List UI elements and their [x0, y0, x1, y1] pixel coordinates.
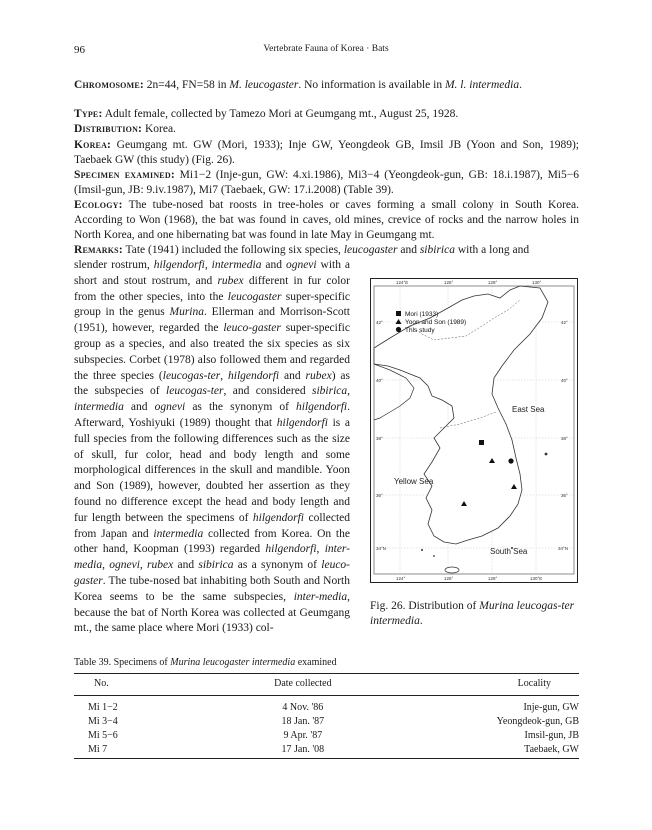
cell-locality: Inje-gun, GW — [523, 701, 579, 713]
south-sea-label: South Sea — [490, 547, 528, 556]
ecology-label: Ecology: — [74, 199, 123, 211]
lat-tick: 34°N — [558, 546, 569, 551]
table-title-text: examined — [295, 657, 337, 668]
island-dot — [433, 555, 435, 557]
remarks-text: collected from Japan and — [74, 511, 350, 540]
species-name: inter-media — [293, 590, 348, 603]
remarks-text: with a long and — [454, 244, 530, 256]
ecology-paragraph — [74, 198, 579, 244]
species-name: leuco-gaster — [74, 559, 351, 587]
remarks-text: . Ellerman and Morrison-Scott (1951), however, regarded the — [74, 306, 351, 335]
remarks-text: and — [123, 401, 155, 414]
distribution-paragraph — [74, 122, 579, 137]
lat-tick: 40° — [561, 378, 568, 383]
remarks-text: , — [347, 385, 350, 398]
remarks-text: and — [279, 369, 306, 382]
species-name: sibirica — [419, 244, 455, 256]
page-number: 96 — [74, 44, 85, 56]
species-name: ognevi — [109, 559, 140, 572]
record-taebaek — [508, 458, 513, 463]
chromosome-label: Chromosome: — [74, 79, 144, 91]
remarks-text: , and considered — [223, 385, 312, 398]
record-mori-1933 — [479, 440, 484, 445]
species-name: hilgendorfi — [276, 416, 328, 429]
lat-tick: 42° — [561, 320, 568, 325]
type-label: Type: — [74, 108, 103, 120]
species-name: intermedia — [211, 259, 262, 271]
lon-tick: 126° — [444, 280, 454, 285]
distribution-map — [370, 278, 578, 583]
ecology-text: The tube-nosed bat roosts in tree-holes or caves forming a small colony in South Korea. According to Won (1968), the bat was found in caves, old mines, crevice of rocks and the narrow holes in North Korea, and one hibernating bat was found in late May in Geumgang mt. — [74, 199, 579, 242]
table-row — [74, 742, 579, 759]
remarks-text: as the synonym of — [185, 401, 296, 414]
species-name: hilgendorfi — [228, 369, 280, 382]
species-name: hilgendorfi — [265, 543, 317, 556]
distribution-text: Korea. — [142, 123, 176, 135]
remarks-text: and — [261, 259, 286, 271]
species-name: intermedia — [74, 401, 124, 414]
species-name: Murina — [169, 306, 204, 319]
remarks-text: , — [204, 259, 212, 271]
remarks-first-line — [74, 243, 579, 258]
remarks-text: different in fur color from the other species, into the — [74, 274, 350, 303]
korea-label: Korea: — [74, 139, 112, 151]
remarks-text: ) as the subspecies of — [74, 369, 351, 398]
island-dot — [421, 549, 423, 551]
lon-tick: 124° — [396, 576, 406, 581]
remarks-text: super-specific group in the genus — [74, 290, 350, 319]
cell-locality: Imsil-gun, JB — [524, 729, 579, 741]
column-header-no: No. — [74, 674, 230, 696]
lat-tick: 36° — [376, 493, 383, 498]
lon-tick: 124°E — [396, 280, 409, 285]
remarks-text: , — [316, 543, 325, 556]
remarks-text: and — [173, 559, 199, 572]
remarks-text: collected from Korea. On the other hand, Koopman (1993) regarded — [74, 527, 350, 556]
cell-date: 4 Nov. '86 — [282, 701, 324, 713]
lat-tick: 34°N — [376, 546, 387, 551]
remarks-text: , — [139, 559, 148, 572]
specimen-text: Mi1−2 (Inje-gun, GW: 4.xi.1986), Mi3−4 (Yeongdeok-gun, GB: 18.i.1987), Mi5−6 (Imsil-gun, JB: 9.iv.1987), Mi7 (Taebaek, GW: 17.i.2008) (Table 39). — [74, 169, 579, 197]
square-marker-icon — [396, 311, 401, 316]
table-header-row — [74, 674, 579, 696]
remarks-text: , — [220, 369, 228, 382]
cell-no: Mi 3−4 — [88, 715, 118, 727]
figure-caption — [370, 599, 580, 629]
column-header-locality: Locality — [376, 674, 579, 696]
species-name: sibirica — [198, 559, 234, 572]
species-name: rubex — [305, 369, 332, 382]
species-name: ognevi — [154, 401, 186, 414]
type-text: Adult female, collected by Tamezo Mori at Geumgang mt., August 25, 1928. — [102, 108, 459, 120]
remarks-body — [74, 258, 350, 637]
remarks-text: and — [397, 244, 420, 256]
species-name: leucogaster — [227, 290, 282, 303]
legend-item: This study — [405, 327, 435, 334]
cell-no: Mi 1−2 — [88, 701, 118, 713]
caption-text: . — [419, 615, 423, 627]
species-name: sibirica — [311, 385, 348, 398]
table-title-text: Table 39. Specimens of — [74, 657, 171, 668]
species-name: hilgendorfi — [153, 259, 205, 271]
remarks-text: , — [102, 559, 110, 572]
species-name: hilgendorfi — [296, 401, 348, 414]
specimen-label: Specimen examined: — [74, 169, 175, 181]
lon-tick: 126° — [444, 576, 454, 581]
ulleung-island — [545, 453, 548, 456]
cell-no: Mi 5−6 — [88, 729, 118, 741]
remarks-text: , because the bat of North Korea was collected at Geumgang mt., the same place where Mori (1933) col- — [74, 590, 350, 635]
chromosome-text: 2n=44, FN=58 in — [143, 79, 230, 91]
lat-tick: 38° — [561, 436, 568, 441]
remarks-text: super-specific group as a species, and also treated the six species as six subspecies. Corbet (1978) also followed them and regarded the three species ( — [74, 322, 350, 382]
lon-tick: 130°E — [530, 576, 543, 581]
lat-tick: 36° — [561, 493, 568, 498]
running-head: Vertebrate Fauna of Korea · Bats — [263, 44, 389, 54]
circle-marker-icon — [396, 327, 401, 332]
species-name: leucogas-ter — [166, 385, 224, 398]
species-name: leucogas-ter — [162, 369, 221, 382]
lat-tick: 42° — [376, 320, 383, 325]
table-row — [74, 696, 579, 715]
column-header-date: Date collected — [230, 674, 376, 696]
distribution-label: Distribution: — [74, 123, 143, 135]
remarks-text: with a short and stout rostrum, and — [74, 259, 351, 287]
type-paragraph — [74, 107, 579, 122]
table-title — [74, 657, 337, 668]
legend-item: Yoon and Son (1989) — [405, 319, 467, 326]
specimens-table — [74, 673, 579, 759]
lon-tick: 130° — [532, 280, 542, 285]
cell-date: 18 Jan. '87 — [281, 715, 325, 727]
remarks-label: Remarks: — [74, 244, 123, 256]
remarks-text: . The tube-nosed bat inhabiting both South and North Korea seems to be the same subspecies, — [74, 574, 350, 603]
legend-item: Mori (1933) — [405, 311, 439, 318]
cell-date: 17 Jan. '08 — [230, 742, 376, 759]
caption-species: Murina leucogas-ter intermedia — [370, 600, 575, 627]
lon-tick: 128° — [488, 576, 498, 581]
species-name: hilgendorfi — [252, 511, 305, 524]
species-name: leuco-gaster — [223, 322, 281, 335]
species-name: inter-media — [74, 543, 351, 572]
cell-date: 9 Apr. '87 — [283, 729, 323, 741]
korea-paragraph — [74, 138, 579, 168]
chromosome-text: . No information is available in — [298, 79, 445, 91]
specimen-paragraph — [74, 168, 579, 198]
remarks-text: slender rostrum, — [74, 259, 154, 271]
table-row — [74, 714, 579, 728]
species-name: rubex — [217, 274, 244, 287]
remarks-text: Tate (1941) included the following six species, — [122, 244, 344, 256]
species-name: M. leucogaster — [229, 79, 299, 91]
species-name: ognevi — [285, 259, 317, 271]
species-name: M. l. intermedia — [444, 79, 520, 91]
caption-text: Fig. 26. Distribution of — [370, 600, 480, 612]
korea-text: Geumgang mt. GW (Mori, 1933); Inje GW, Yeongdeok GB, Imsil JB (Yoon and Son, 1989); Taebaek GW (this study) (Fig. 26). — [74, 139, 579, 167]
chromosome-paragraph — [74, 78, 579, 93]
species-name: intermedia — [153, 527, 204, 540]
species-name: rubex — [147, 559, 174, 572]
species-name: leucogaster — [343, 244, 398, 256]
lat-tick: 38° — [376, 436, 383, 441]
yellow-sea-label: Yellow Sea — [394, 477, 434, 486]
remarks-text: is a full species from the following differences such as the size of skull, fur color, head and body length and some morphological differences in the skull and mandible. Yoon and Son (1989), however, doubted her assertion as they found no difference except the head and body length and fur length between the specimens of — [74, 416, 351, 524]
lat-tick: 40° — [376, 378, 383, 383]
chromosome-text: . — [519, 79, 522, 91]
remarks-text: as a synonym of — [233, 559, 322, 572]
cell-no: Mi 7 — [74, 742, 230, 759]
east-sea-label: East Sea — [512, 405, 545, 414]
table-title-species: Murina leucogaster intermedia — [170, 657, 296, 668]
remarks-text: . Afterward, Yoshiyuki (1989) thought that — [74, 401, 350, 429]
jeju-island — [445, 567, 459, 573]
cell-locality: Taebaek, GW — [376, 742, 579, 759]
lon-tick: 128° — [488, 280, 498, 285]
table-row — [74, 728, 579, 742]
cell-locality: Yeongdeok-gun, GB — [496, 715, 579, 727]
